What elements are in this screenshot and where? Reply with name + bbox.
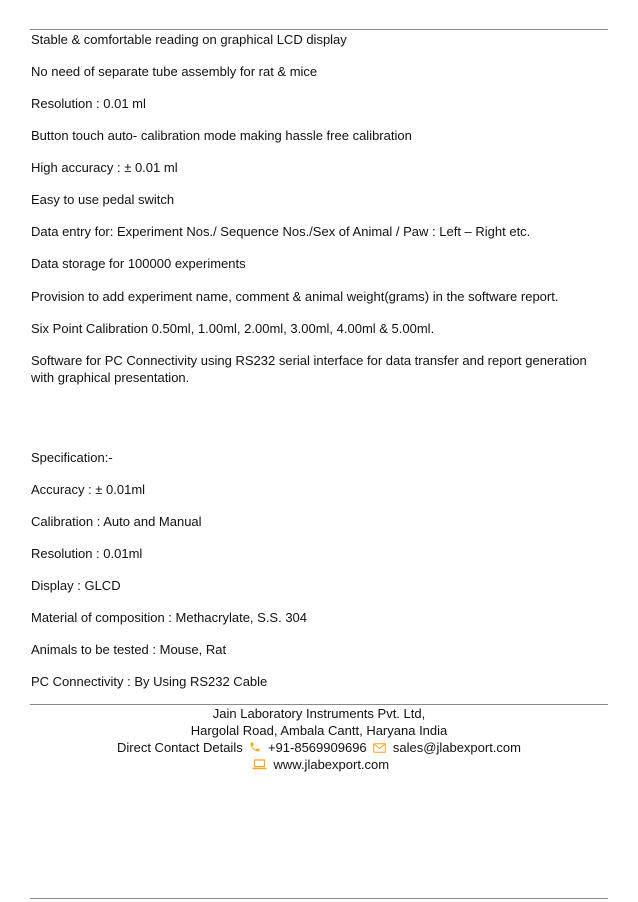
feature-item: Stable & comfortable reading on graphical LCD display: [31, 32, 347, 47]
spec-item: Animals to be tested : Mouse, Rat: [31, 642, 227, 657]
laptop-icon: [252, 757, 267, 775]
feature-item: Software for PC Connectivity using RS232 serial interface for data transfer and report generation with graphical presentation.: [31, 353, 587, 385]
feature-item: Provision to add experiment name, comment & animal weight(grams) in the software report.: [31, 289, 559, 304]
spec-item: PC Connectivity : By Using RS232 Cable: [31, 674, 268, 689]
top-rule: [30, 29, 608, 30]
spec-item: Resolution : 0.01ml: [31, 546, 143, 561]
feature-item: Data storage for 100000 experiments: [31, 256, 246, 271]
contact-label: Direct Contact Details: [117, 740, 243, 755]
specification-heading: Specification:-: [31, 450, 113, 465]
company-address: Hargolal Road, Ambala Cantt, Haryana India: [190, 723, 448, 738]
phone-number[interactable]: +91-8569909696: [267, 740, 367, 755]
website-line: [0, 756, 638, 775]
spec-item: Display : GLCD: [31, 578, 121, 593]
feature-item: Easy to use pedal switch: [31, 192, 175, 207]
feature-item: Resolution : 0.01 ml: [31, 96, 146, 111]
spec-item: Calibration : Auto and Manual: [31, 514, 202, 529]
website-link[interactable]: www.jlabexport.com: [273, 757, 390, 772]
spec-item: Accuracy : ± 0.01ml: [31, 482, 146, 497]
feature-item: No need of separate tube assembly for rat & mice: [31, 64, 318, 79]
spec-item: Material of composition : Methacrylate, S.S. 304: [31, 610, 308, 625]
company-name: Jain Laboratory Instruments Pvt. Ltd,: [212, 706, 426, 721]
feature-item: High accuracy : ± 0.01 ml: [31, 160, 178, 175]
feature-item: Six Point Calibration 0.50ml, 1.00ml, 2.00ml, 3.00ml, 4.00ml & 5.00ml.: [31, 321, 435, 336]
feature-item: Button touch auto- calibration mode making hassle free calibration: [31, 128, 412, 143]
bottom-rule: [30, 898, 608, 899]
email-link[interactable]: sales@jlabexport.com: [392, 740, 521, 755]
feature-item: Data entry for: Experiment Nos./ Sequence Nos./Sex of Animal / Paw : Left – Right etc.: [31, 224, 531, 239]
